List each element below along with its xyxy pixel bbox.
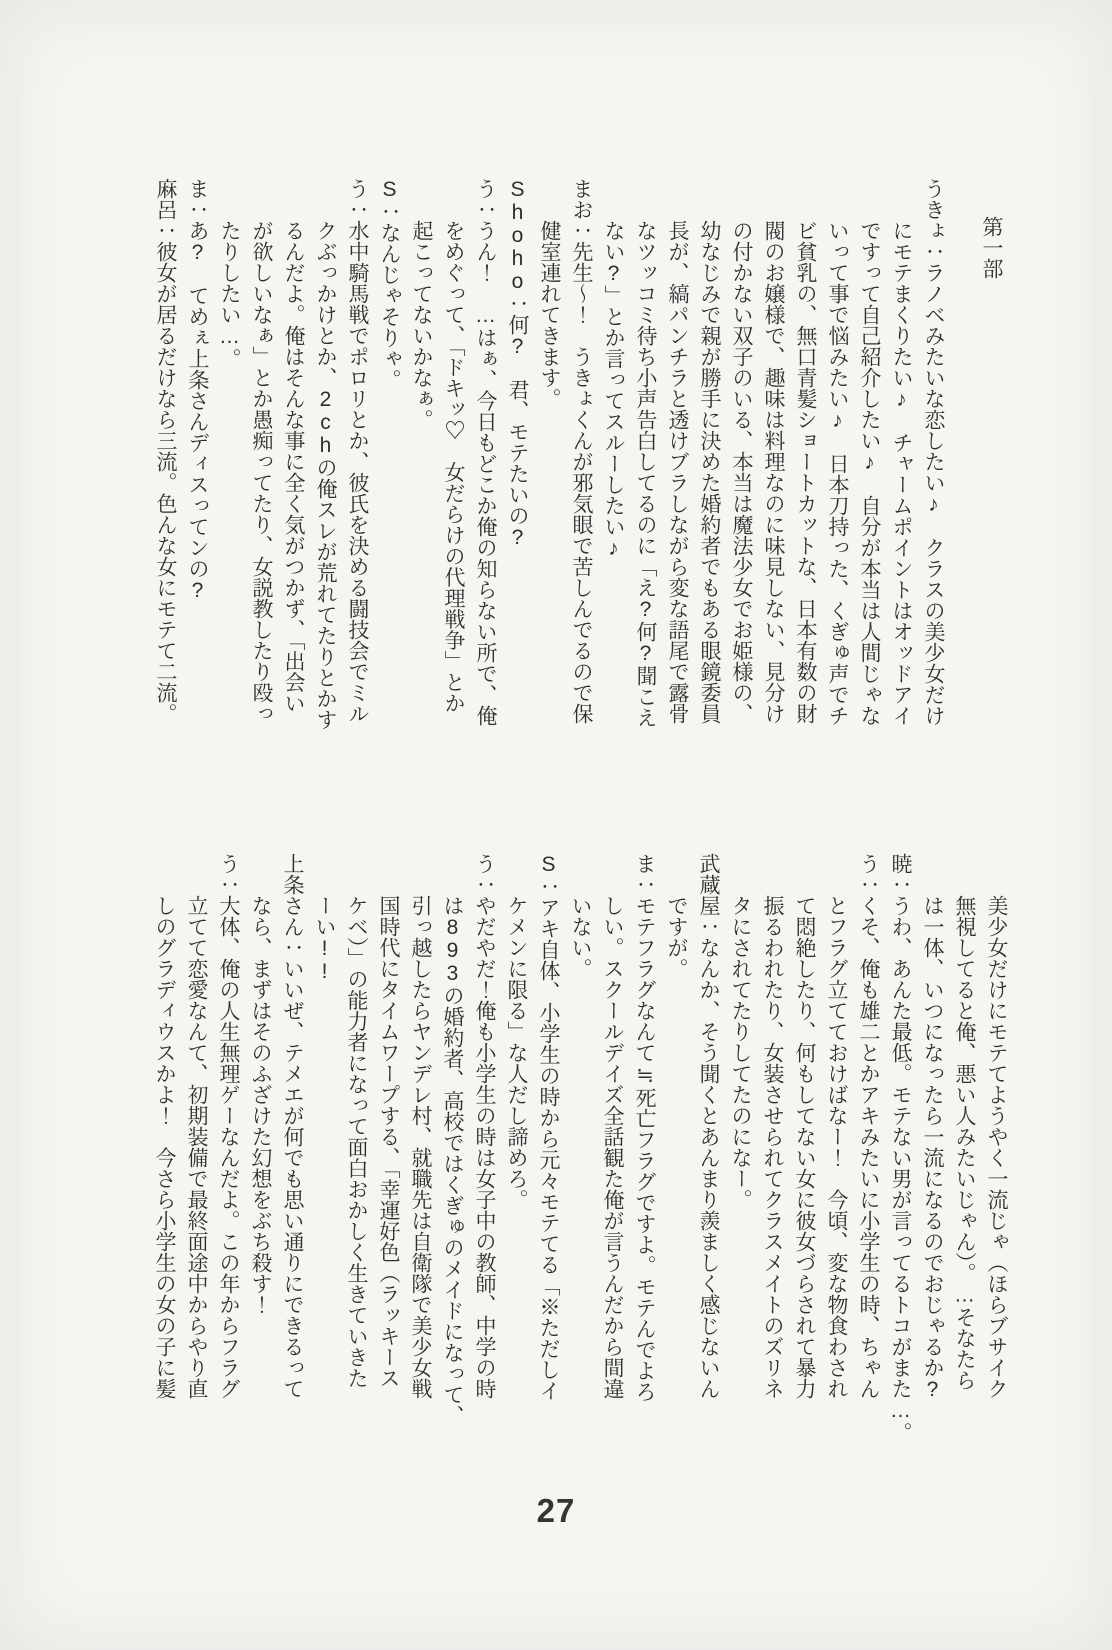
text-line: Shoho：何? 君、モテたいの? <box>506 178 529 549</box>
text-line: て悶絶したり、何もしてない女に彼女づらされて暴力 <box>793 895 816 1399</box>
text-line: なツッコミ待ち小声告白してるのに「え?何?聞こえ <box>634 220 657 728</box>
page-number: 27 <box>536 1492 576 1529</box>
text-line: ま：モテフラグなんて≒死亡フラグですよ。モテんでよろ <box>633 853 656 1402</box>
text-line: は一体、いつになったら一流になるのでおじゃるか? <box>921 895 944 1401</box>
text-line: う：くそ、俺も雄二とかアキみたいに小学生の時、ちゃん <box>857 853 880 1399</box>
text-line: いない。 <box>569 895 592 979</box>
text-line: う：うん！ …はぁ、今日もどこか俺の知らない所で、俺 <box>474 178 497 726</box>
text-line: う：水中騎馬戦でポロリとか、彼氏を決める闘技会でミル <box>346 178 369 724</box>
text-line: 閥のお嬢様で、趣味は料理なのに味見しない、見分け <box>762 220 785 724</box>
text-line: 起こってないかなぁ。 <box>410 220 433 430</box>
text-line: 国時代にタイムワープする、「幸運好色（ラッキース <box>377 895 400 1389</box>
text-line: をめぐって、「ドキッ♡ 女だらけの代理戦争」とか <box>442 220 465 714</box>
text-line: にモテまくりたい♪ チャームポイントはオッドアイ <box>890 220 913 726</box>
text-line: 長が、縞パンチラと透けブラしながら変な語尾で露骨 <box>666 220 689 724</box>
text-line: 幼なじみで親が勝手に決めた婚約者でもある眼鏡委員 <box>698 220 721 724</box>
bottom-text-block <box>148 853 1012 1453</box>
text-line: うきょ：ラノベみたいな恋したい♪ クラスの美少女だけ <box>922 178 945 726</box>
text-line: とフラグ立てておけばなー！ 今頃、変な物食わされ <box>825 895 848 1399</box>
text-line: ですが。 <box>665 895 688 979</box>
text-line: 無視してると俺、悪い人みたいじゃん）。…そなたら <box>953 895 976 1391</box>
text-line: S：アキ自体、小学生の時から元々モテてる「※ただしイ <box>537 853 560 1401</box>
text-line: 引っ越したらヤンデレ村、就職先は自衛隊で美少女戦 <box>409 895 432 1399</box>
text-line: ーい!! <box>313 895 336 983</box>
text-line: まお：先生〜！ うきょくんが邪気眼で苦しんでるので保 <box>570 178 593 724</box>
text-line: 立てて恋愛なんて、初期装備で最終面途中からやり直 <box>185 895 208 1399</box>
text-line: しのグラディウスかよ！ 今さら小学生の女の子に髪 <box>153 895 176 1399</box>
top-text-block <box>149 178 1007 778</box>
text-line: るんだよ。俺はそんな事に全く気がつかず、「出会い <box>282 220 305 714</box>
text-line: 暁：うわ、あんた最低。モテない男が言ってるトコがまた…。 <box>889 853 912 1443</box>
text-line: う：大体、俺の人生無理ゲーなんだよ。この年からフラグ <box>217 853 240 1399</box>
text-line: いって事で悩みたい♪ 日本刀持った、くぎゅ声でチ <box>826 220 849 726</box>
text-line: 上条さん：いいぜ、テメエが何でも思い通りにできるって <box>281 853 304 1399</box>
text-line: なら、まずはそのふざけた幻想をぶち殺す！ <box>249 895 272 1315</box>
text-line: は893の婚約者、高校ではくぎゅのメイドになって、 <box>441 895 464 1426</box>
text-line: の付かない双子のいる、本当は魔法少女でお姫様の、 <box>730 220 753 724</box>
text-line: 武蔵屋：なんか、そう聞くとあんまり羨ましく感じないん <box>697 853 720 1399</box>
text-line: ま：あ? てめぇ上条さんディスってンの? <box>186 178 209 602</box>
text-line: 振るわれたり、女装させられてクラスメイトのズリネ <box>761 895 784 1399</box>
text-line: ケメンに限る」な人だし諦めろ。 <box>505 895 528 1210</box>
section-title: 第一部 <box>980 216 1003 279</box>
text-line: ケベ）」の能力者になって面白おかしく生きていきた <box>345 895 368 1389</box>
text-line: 健室連れてきます。 <box>538 220 561 409</box>
text-line: タにされてたりしてたのになー。 <box>729 895 752 1210</box>
text-line: う：やだやだ！俺も小学生の時は女子中の教師、中学の時 <box>473 853 496 1399</box>
text-line: ビ貧乳の、無口青髪ショートカットな、日本有数の財 <box>794 220 817 724</box>
text-line: ない?」とか言ってスルーしたい♪ <box>602 220 625 560</box>
text-line: 麻呂：彼女が居るだけなら三流。色んな女にモテて二流。 <box>154 178 177 724</box>
text-line: が欲しいなぁ」とか愚痴ってたり、女説教したり殴っ <box>250 220 273 724</box>
text-line: 美少女だけにモテてようやく一流じゃ（ほらブサイク <box>985 895 1008 1399</box>
text-line: ですって自己紹介したい♪ 自分が本当は人間じゃな <box>858 220 881 726</box>
text-line: たりしたい…。 <box>218 220 241 369</box>
text-line: クぶっかけとか、2chの俺スレが荒れてたりとかす <box>314 220 337 730</box>
text-line: しい。スクールデイズ全話観た俺が言うんだから間違 <box>601 895 624 1399</box>
text-line: S：なんじゃそりゃ。 <box>378 178 401 390</box>
